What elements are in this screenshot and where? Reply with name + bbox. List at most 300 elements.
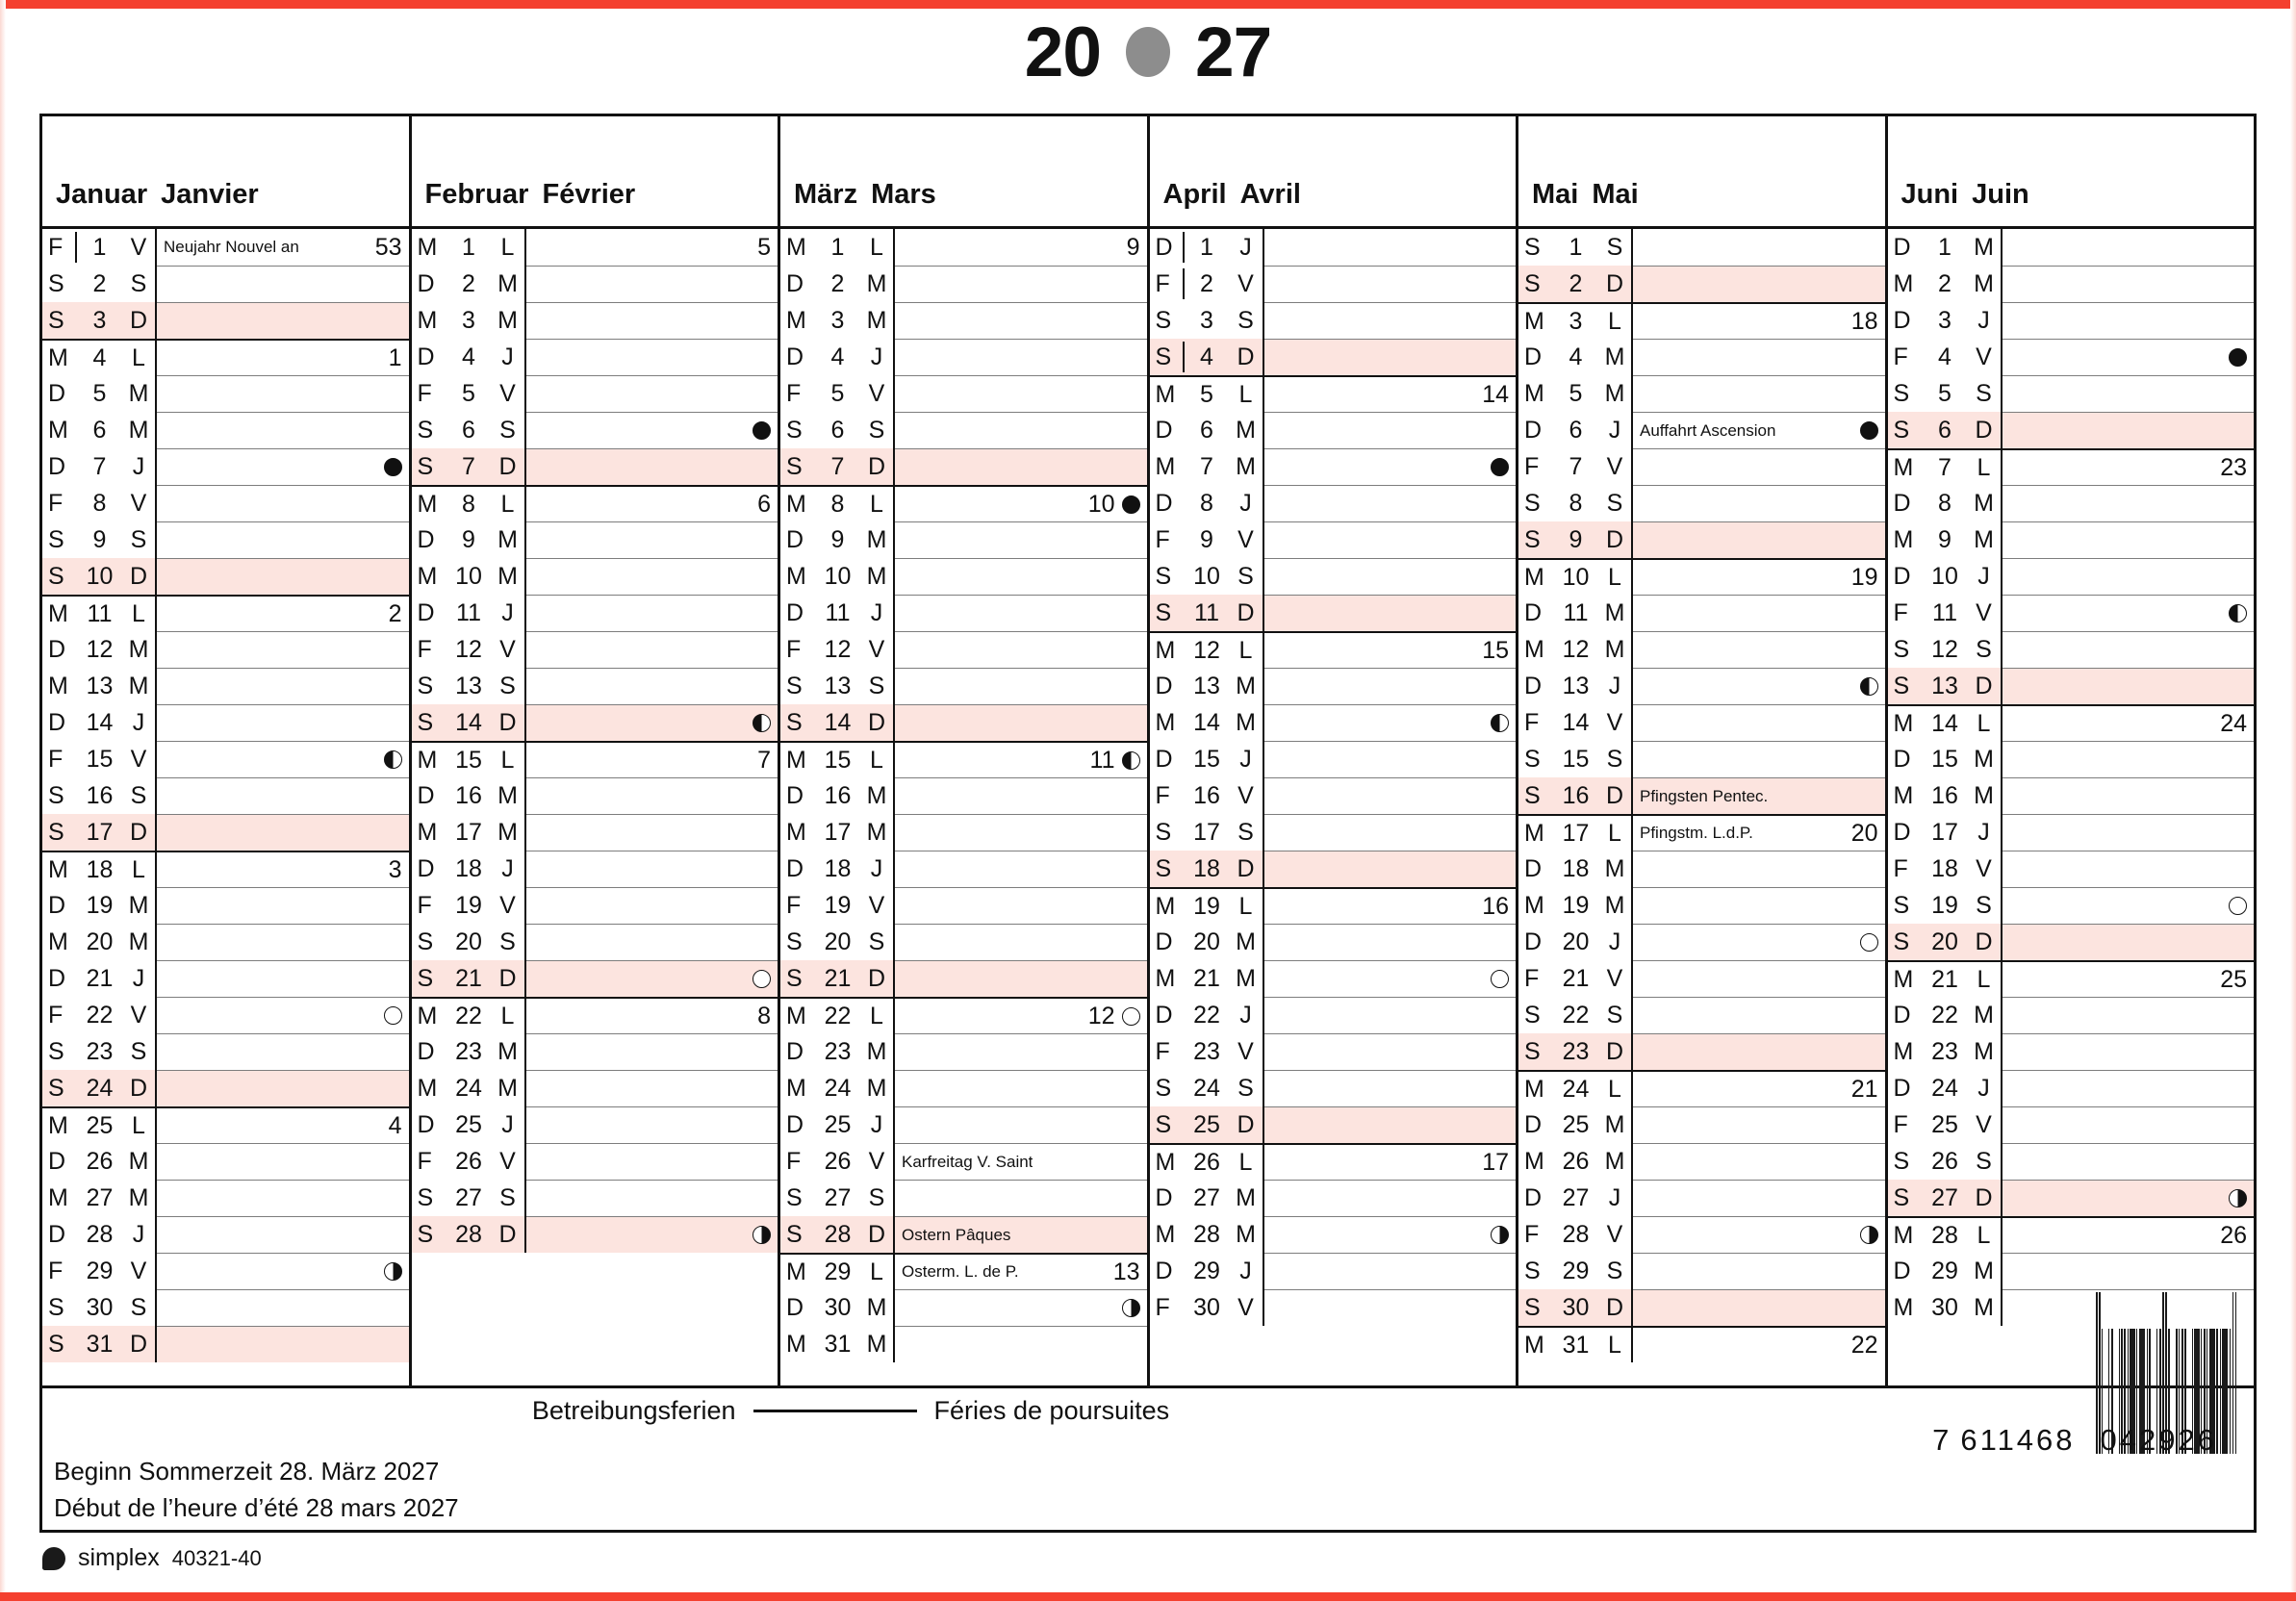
day-note-cell[interactable]	[895, 1216, 1147, 1253]
day-row[interactable]	[780, 924, 1147, 960]
day-row[interactable]	[1518, 924, 1885, 960]
day-row[interactable]	[1518, 997, 1885, 1033]
day-note-cell[interactable]	[1264, 339, 1517, 375]
day-note-cell[interactable]	[1264, 814, 1517, 851]
day-note-cell[interactable]	[2003, 924, 2255, 960]
day-note-cell[interactable]	[1264, 558, 1517, 595]
day-note-cell[interactable]	[526, 595, 778, 631]
day-row[interactable]	[1150, 814, 1517, 851]
day-row[interactable]	[412, 485, 778, 521]
day-note-cell[interactable]	[2003, 1216, 2255, 1253]
day-row[interactable]	[1150, 375, 1517, 412]
day-note-cell[interactable]	[1633, 1253, 1885, 1289]
day-note-cell[interactable]	[157, 1180, 409, 1216]
day-row[interactable]	[780, 1033, 1147, 1070]
day-row[interactable]	[1518, 1106, 1885, 1143]
day-note-cell[interactable]	[1264, 521, 1517, 558]
day-row[interactable]	[42, 1216, 409, 1253]
day-row[interactable]	[1150, 485, 1517, 521]
day-note-cell[interactable]	[2003, 229, 2255, 266]
day-row[interactable]	[1150, 1033, 1517, 1070]
day-row[interactable]	[1150, 266, 1517, 302]
day-note-cell[interactable]	[157, 777, 409, 814]
day-note-cell[interactable]	[1264, 595, 1517, 631]
day-row[interactable]	[412, 1180, 778, 1216]
day-row[interactable]	[412, 924, 778, 960]
day-note-cell[interactable]	[2003, 1106, 2255, 1143]
day-row[interactable]	[1888, 1033, 2255, 1070]
day-row[interactable]	[1518, 668, 1885, 704]
day-row[interactable]	[1518, 1289, 1885, 1326]
day-note-cell[interactable]	[1633, 485, 1885, 521]
day-row[interactable]	[1518, 339, 1885, 375]
day-note-cell[interactable]	[1264, 1216, 1517, 1253]
day-row[interactable]	[780, 1180, 1147, 1216]
day-note-cell[interactable]	[895, 521, 1147, 558]
day-note-cell[interactable]	[1633, 997, 1885, 1033]
day-note-cell[interactable]	[1633, 339, 1885, 375]
day-note-cell[interactable]	[526, 266, 778, 302]
day-row[interactable]	[412, 412, 778, 448]
day-note-cell[interactable]	[1633, 1106, 1885, 1143]
day-row[interactable]	[1150, 741, 1517, 777]
day-note-cell[interactable]	[895, 924, 1147, 960]
day-row[interactable]	[42, 668, 409, 704]
day-row[interactable]	[1150, 1106, 1517, 1143]
day-row[interactable]	[412, 1070, 778, 1106]
day-row[interactable]	[1518, 1180, 1885, 1216]
day-note-cell[interactable]	[526, 1033, 778, 1070]
day-row[interactable]	[1518, 1070, 1885, 1106]
day-note-cell[interactable]	[157, 1070, 409, 1106]
day-row[interactable]	[412, 1033, 778, 1070]
day-row[interactable]	[1150, 1216, 1517, 1253]
day-row[interactable]	[1518, 777, 1885, 814]
day-note-cell[interactable]	[1264, 1033, 1517, 1070]
day-note-cell[interactable]	[1633, 595, 1885, 631]
day-note-cell[interactable]	[526, 960, 778, 997]
day-row[interactable]	[42, 924, 409, 960]
day-row[interactable]	[780, 1143, 1147, 1180]
day-note-cell[interactable]	[157, 521, 409, 558]
day-note-cell[interactable]	[1633, 1216, 1885, 1253]
day-row[interactable]	[1518, 814, 1885, 851]
day-note-cell[interactable]	[895, 741, 1147, 777]
day-row[interactable]	[412, 851, 778, 887]
day-row[interactable]	[780, 851, 1147, 887]
day-note-cell[interactable]	[526, 1216, 778, 1253]
day-row[interactable]	[1888, 777, 2255, 814]
day-row[interactable]	[42, 704, 409, 741]
day-row[interactable]	[1518, 887, 1885, 924]
day-row[interactable]	[1888, 668, 2255, 704]
day-note-cell[interactable]	[1633, 924, 1885, 960]
day-row[interactable]	[1888, 1070, 2255, 1106]
day-row[interactable]	[412, 521, 778, 558]
day-note-cell[interactable]	[1264, 229, 1517, 266]
day-row[interactable]	[1150, 777, 1517, 814]
day-note-cell[interactable]	[895, 960, 1147, 997]
day-note-cell[interactable]	[1633, 704, 1885, 741]
day-row[interactable]	[42, 851, 409, 887]
day-row[interactable]	[42, 1180, 409, 1216]
day-note-cell[interactable]	[157, 741, 409, 777]
day-note-cell[interactable]	[1633, 229, 1885, 266]
day-note-cell[interactable]	[157, 485, 409, 521]
day-row[interactable]	[780, 741, 1147, 777]
day-note-cell[interactable]	[1633, 448, 1885, 485]
day-row[interactable]	[1518, 266, 1885, 302]
day-note-cell[interactable]	[1264, 412, 1517, 448]
day-note-cell[interactable]	[157, 1326, 409, 1362]
day-note-cell[interactable]	[895, 1326, 1147, 1362]
day-row[interactable]	[1150, 521, 1517, 558]
day-row[interactable]	[1150, 668, 1517, 704]
day-row[interactable]	[780, 412, 1147, 448]
day-row[interactable]	[780, 302, 1147, 339]
day-row[interactable]	[412, 302, 778, 339]
day-row[interactable]	[42, 1289, 409, 1326]
day-note-cell[interactable]	[895, 229, 1147, 266]
day-note-cell[interactable]	[157, 595, 409, 631]
day-row[interactable]	[1888, 485, 2255, 521]
day-note-cell[interactable]	[526, 741, 778, 777]
day-note-cell[interactable]	[2003, 1180, 2255, 1216]
day-note-cell[interactable]	[157, 960, 409, 997]
day-row[interactable]	[412, 339, 778, 375]
day-row[interactable]	[780, 887, 1147, 924]
day-note-cell[interactable]	[157, 412, 409, 448]
day-note-cell[interactable]	[157, 302, 409, 339]
day-row[interactable]	[1518, 1253, 1885, 1289]
day-row[interactable]	[1150, 448, 1517, 485]
day-note-cell[interactable]	[895, 1070, 1147, 1106]
day-note-cell[interactable]	[2003, 302, 2255, 339]
day-note-cell[interactable]	[895, 777, 1147, 814]
day-row[interactable]	[1150, 1180, 1517, 1216]
day-note-cell[interactable]	[157, 1216, 409, 1253]
day-note-cell[interactable]	[1633, 558, 1885, 595]
day-note-cell[interactable]	[1264, 302, 1517, 339]
day-row[interactable]	[1150, 924, 1517, 960]
day-row[interactable]	[780, 339, 1147, 375]
day-row[interactable]	[1150, 1253, 1517, 1289]
day-note-cell[interactable]	[526, 997, 778, 1033]
day-row[interactable]	[1518, 1143, 1885, 1180]
day-row[interactable]	[42, 777, 409, 814]
day-row[interactable]	[1888, 851, 2255, 887]
day-row[interactable]	[1518, 485, 1885, 521]
day-row[interactable]	[412, 1143, 778, 1180]
day-row[interactable]	[412, 704, 778, 741]
day-row[interactable]	[1518, 1326, 1885, 1362]
day-note-cell[interactable]	[526, 558, 778, 595]
day-row[interactable]	[1888, 1253, 2255, 1289]
day-note-cell[interactable]	[526, 1070, 778, 1106]
day-row[interactable]	[1150, 1070, 1517, 1106]
day-row[interactable]	[1518, 704, 1885, 741]
day-note-cell[interactable]	[157, 448, 409, 485]
day-row[interactable]	[1888, 960, 2255, 997]
day-row[interactable]	[42, 595, 409, 631]
day-note-cell[interactable]	[2003, 1070, 2255, 1106]
day-row[interactable]	[780, 668, 1147, 704]
day-row[interactable]	[412, 448, 778, 485]
day-row[interactable]	[1150, 997, 1517, 1033]
day-note-cell[interactable]	[2003, 595, 2255, 631]
day-row[interactable]	[42, 521, 409, 558]
day-row[interactable]	[1888, 1216, 2255, 1253]
day-row[interactable]	[780, 229, 1147, 266]
day-row[interactable]	[42, 339, 409, 375]
day-row[interactable]	[42, 558, 409, 595]
day-row[interactable]	[1518, 631, 1885, 668]
day-row[interactable]	[42, 1070, 409, 1106]
day-row[interactable]	[42, 631, 409, 668]
day-row[interactable]	[1150, 1289, 1517, 1326]
day-row[interactable]	[780, 448, 1147, 485]
day-note-cell[interactable]	[1633, 668, 1885, 704]
day-row[interactable]	[42, 741, 409, 777]
day-note-cell[interactable]	[526, 1143, 778, 1180]
day-row[interactable]	[1888, 1180, 2255, 1216]
day-row[interactable]	[1150, 1143, 1517, 1180]
day-note-cell[interactable]	[895, 668, 1147, 704]
day-note-cell[interactable]	[895, 302, 1147, 339]
day-note-cell[interactable]	[2003, 814, 2255, 851]
day-row[interactable]	[42, 412, 409, 448]
day-row[interactable]	[1888, 1143, 2255, 1180]
day-row[interactable]	[412, 741, 778, 777]
day-row[interactable]	[42, 1106, 409, 1143]
day-note-cell[interactable]	[895, 631, 1147, 668]
day-note-cell[interactable]	[1633, 851, 1885, 887]
day-note-cell[interactable]	[1633, 741, 1885, 777]
day-row[interactable]	[780, 1070, 1147, 1106]
day-row[interactable]	[1888, 302, 2255, 339]
day-row[interactable]	[780, 960, 1147, 997]
day-row[interactable]	[1518, 302, 1885, 339]
day-note-cell[interactable]	[2003, 704, 2255, 741]
day-note-cell[interactable]	[526, 631, 778, 668]
day-note-cell[interactable]	[2003, 668, 2255, 704]
day-note-cell[interactable]	[1633, 1180, 1885, 1216]
day-row[interactable]	[412, 814, 778, 851]
day-note-cell[interactable]	[157, 339, 409, 375]
day-row[interactable]	[1150, 302, 1517, 339]
day-note-cell[interactable]	[157, 1033, 409, 1070]
day-note-cell[interactable]	[1264, 668, 1517, 704]
day-row[interactable]	[412, 558, 778, 595]
day-note-cell[interactable]	[2003, 412, 2255, 448]
day-note-cell[interactable]	[2003, 485, 2255, 521]
day-note-cell[interactable]	[2003, 266, 2255, 302]
day-note-cell[interactable]	[895, 814, 1147, 851]
day-note-cell[interactable]	[157, 229, 409, 266]
day-note-cell[interactable]	[1633, 521, 1885, 558]
day-note-cell[interactable]	[157, 631, 409, 668]
day-note-cell[interactable]	[1264, 997, 1517, 1033]
day-row[interactable]	[1518, 558, 1885, 595]
day-row[interactable]	[1888, 595, 2255, 631]
day-row[interactable]	[1150, 558, 1517, 595]
day-note-cell[interactable]	[1264, 1289, 1517, 1326]
day-note-cell[interactable]	[2003, 997, 2255, 1033]
day-note-cell[interactable]	[895, 997, 1147, 1033]
day-row[interactable]	[42, 814, 409, 851]
day-row[interactable]	[780, 1289, 1147, 1326]
day-row[interactable]	[42, 266, 409, 302]
day-note-cell[interactable]	[157, 924, 409, 960]
day-note-cell[interactable]	[895, 1253, 1147, 1289]
day-note-cell[interactable]	[1264, 266, 1517, 302]
day-note-cell[interactable]	[1264, 1180, 1517, 1216]
day-note-cell[interactable]	[895, 339, 1147, 375]
day-row[interactable]	[1518, 741, 1885, 777]
day-row[interactable]	[42, 960, 409, 997]
day-note-cell[interactable]	[157, 1106, 409, 1143]
day-row[interactable]	[1888, 521, 2255, 558]
day-note-cell[interactable]	[1264, 1106, 1517, 1143]
day-note-cell[interactable]	[895, 704, 1147, 741]
day-row[interactable]	[780, 375, 1147, 412]
day-note-cell[interactable]	[1264, 960, 1517, 997]
day-note-cell[interactable]	[895, 1033, 1147, 1070]
day-note-cell[interactable]	[2003, 339, 2255, 375]
day-row[interactable]	[780, 704, 1147, 741]
day-row[interactable]	[780, 521, 1147, 558]
day-note-cell[interactable]	[157, 266, 409, 302]
day-note-cell[interactable]	[157, 704, 409, 741]
day-note-cell[interactable]	[157, 887, 409, 924]
day-row[interactable]	[780, 814, 1147, 851]
day-note-cell[interactable]	[2003, 777, 2255, 814]
day-row[interactable]	[412, 960, 778, 997]
day-row[interactable]	[1888, 924, 2255, 960]
day-row[interactable]	[1888, 704, 2255, 741]
day-note-cell[interactable]	[1633, 631, 1885, 668]
day-note-cell[interactable]	[526, 448, 778, 485]
day-row[interactable]	[412, 375, 778, 412]
day-row[interactable]	[1150, 704, 1517, 741]
day-row[interactable]	[42, 1033, 409, 1070]
day-row[interactable]	[1518, 851, 1885, 887]
day-note-cell[interactable]	[2003, 375, 2255, 412]
day-row[interactable]	[1888, 558, 2255, 595]
day-note-cell[interactable]	[1264, 704, 1517, 741]
day-note-cell[interactable]	[526, 521, 778, 558]
day-row[interactable]	[780, 631, 1147, 668]
day-note-cell[interactable]	[526, 1106, 778, 1143]
day-note-cell[interactable]	[157, 375, 409, 412]
day-row[interactable]	[1150, 960, 1517, 997]
day-row[interactable]	[780, 1216, 1147, 1253]
day-row[interactable]	[42, 1326, 409, 1362]
day-row[interactable]	[1888, 266, 2255, 302]
day-row[interactable]	[412, 668, 778, 704]
day-note-cell[interactable]	[1264, 887, 1517, 924]
day-row[interactable]	[1150, 595, 1517, 631]
day-row[interactable]	[1888, 448, 2255, 485]
day-note-cell[interactable]	[895, 1289, 1147, 1326]
day-note-cell[interactable]	[157, 851, 409, 887]
day-note-cell[interactable]	[1264, 851, 1517, 887]
day-note-cell[interactable]	[2003, 851, 2255, 887]
day-note-cell[interactable]	[895, 448, 1147, 485]
day-note-cell[interactable]	[2003, 1143, 2255, 1180]
day-row[interactable]	[1888, 339, 2255, 375]
day-note-cell[interactable]	[2003, 887, 2255, 924]
day-note-cell[interactable]	[526, 814, 778, 851]
day-note-cell[interactable]	[1633, 777, 1885, 814]
day-row[interactable]	[780, 777, 1147, 814]
day-note-cell[interactable]	[526, 704, 778, 741]
day-note-cell[interactable]	[157, 558, 409, 595]
day-row[interactable]	[412, 229, 778, 266]
day-row[interactable]	[780, 1106, 1147, 1143]
day-note-cell[interactable]	[526, 302, 778, 339]
day-row[interactable]	[1518, 1216, 1885, 1253]
day-note-cell[interactable]	[526, 777, 778, 814]
day-note-cell[interactable]	[2003, 521, 2255, 558]
day-note-cell[interactable]	[895, 485, 1147, 521]
day-row[interactable]	[1518, 229, 1885, 266]
day-row[interactable]	[1888, 631, 2255, 668]
day-note-cell[interactable]	[1633, 1033, 1885, 1070]
day-row[interactable]	[780, 485, 1147, 521]
day-note-cell[interactable]	[895, 1143, 1147, 1180]
day-note-cell[interactable]	[2003, 558, 2255, 595]
day-row[interactable]	[412, 266, 778, 302]
day-row[interactable]	[1518, 448, 1885, 485]
day-note-cell[interactable]	[1633, 1070, 1885, 1106]
day-note-cell[interactable]	[526, 887, 778, 924]
day-note-cell[interactable]	[526, 851, 778, 887]
day-row[interactable]	[1888, 412, 2255, 448]
day-row[interactable]	[1888, 997, 2255, 1033]
day-row[interactable]	[1150, 412, 1517, 448]
day-note-cell[interactable]	[895, 558, 1147, 595]
day-row[interactable]	[412, 997, 778, 1033]
day-row[interactable]	[780, 1326, 1147, 1362]
day-row[interactable]	[780, 997, 1147, 1033]
day-row[interactable]	[1888, 375, 2255, 412]
day-row[interactable]	[412, 777, 778, 814]
day-note-cell[interactable]	[1264, 375, 1517, 412]
day-note-cell[interactable]	[526, 1180, 778, 1216]
day-row[interactable]	[1888, 1289, 2255, 1326]
day-note-cell[interactable]	[1633, 302, 1885, 339]
day-note-cell[interactable]	[526, 375, 778, 412]
day-row[interactable]	[780, 595, 1147, 631]
day-note-cell[interactable]	[2003, 1289, 2255, 1326]
day-note-cell[interactable]	[895, 1180, 1147, 1216]
day-note-cell[interactable]	[895, 1106, 1147, 1143]
day-note-cell[interactable]	[1633, 887, 1885, 924]
day-row[interactable]	[1518, 960, 1885, 997]
day-row[interactable]	[1150, 339, 1517, 375]
day-note-cell[interactable]	[526, 229, 778, 266]
day-note-cell[interactable]	[157, 1143, 409, 1180]
day-row[interactable]	[412, 1106, 778, 1143]
day-row[interactable]	[1150, 229, 1517, 266]
day-note-cell[interactable]	[2003, 1253, 2255, 1289]
day-note-cell[interactable]	[1633, 1143, 1885, 1180]
day-row[interactable]	[1888, 1106, 2255, 1143]
day-row[interactable]	[1518, 412, 1885, 448]
day-row[interactable]	[412, 631, 778, 668]
day-note-cell[interactable]	[157, 1289, 409, 1326]
